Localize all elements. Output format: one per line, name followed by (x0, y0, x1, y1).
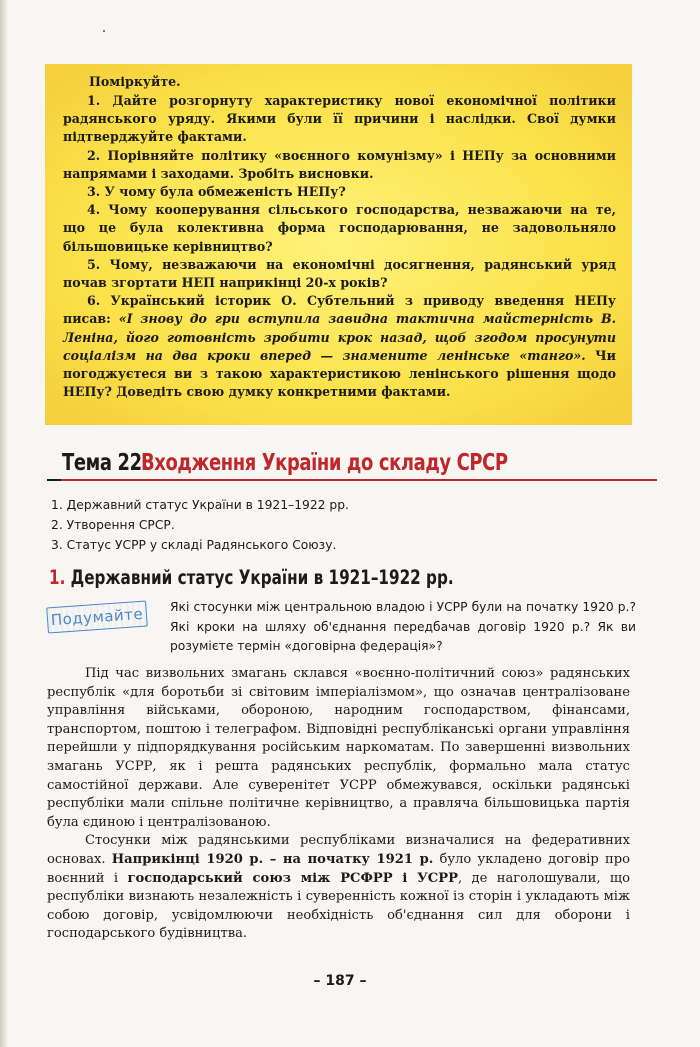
topic-label: Тема 22. (62, 450, 149, 476)
topic-plan (51, 495, 349, 555)
plan-item: 1. Державний статус України в 1921–1922 рр. (51, 498, 349, 512)
question-2: 2. Порівняйте політику «воєнного комунізму» і НЕПу за основними напрямами і заходами. Зробіть висновки. (63, 147, 616, 181)
body-p2-a: Стосунки між радянськими республіками визначалися на федеративних основах. (47, 833, 630, 867)
question-6 (63, 292, 616, 401)
plan-item: 3. Статус УСРР у складі Радянського Союзу. (51, 538, 337, 552)
topic-underline-accent (47, 479, 61, 481)
questions-title: Поміркуйте. (89, 74, 181, 89)
section-heading (49, 566, 454, 589)
think-text: Які стосунки між центральною владою і УСРР були на початку 1920 р.? Які кроки на шляху об'єднання передбачав договір 1920 р.? Як ви розумієте термін «договірна федерація»? (170, 600, 636, 653)
section-title: Державний статус України в 1921–1922 рр. (70, 566, 454, 589)
question-3: 3. У чому була обмеженість НЕПу? (87, 184, 346, 200)
scan-speck (103, 30, 105, 32)
plan-item: 2. Утворення СРСР. (51, 518, 175, 532)
question-5: 5. Чому, незважаючи на економічні досягнення, радянський уряд почав згортати НЕП наприкінці 20-х років? (63, 256, 616, 291)
topic-title: Входження України до складу СРСР (141, 450, 508, 476)
body-p2-bold-dates: Наприкінці 1920 р. – на початку 1921 р. (111, 851, 434, 867)
question-4: 4. Чому кооперування сільського господарства, незважаючи на те, що це була колективна форма господарювання, не задовольняло більшовицьке керівництво? (63, 202, 616, 254)
section-number: 1. (49, 566, 66, 589)
question-1: 1. Дайте розгорнуту характеристику нової економічної політики радянського уряду. Якими були її причини і наслідки. Свої думки підтверджуйте фактами. (63, 93, 616, 145)
questions-box (45, 64, 632, 425)
question-6-lead: 6. Український історик О. Субтельний з приводу введення НЕПу писав: (63, 293, 616, 327)
body-paragraph-2 (47, 832, 630, 944)
think-stamp-label: Подумайте (46, 601, 148, 634)
body-p2-b: було укладено договір про воєнний і (47, 851, 630, 886)
topic-underline (47, 479, 657, 481)
think-stamp (47, 604, 157, 634)
topic-heading (47, 450, 657, 484)
body-p2-c: , де наголошували, що республіки визнають незалежність і суверенність кожної із сторін і укладають між собою договір, усвідомлюючи необхідність об'єднання сил для оборони і господарського будівництва. (47, 870, 630, 942)
page-number: – 187 – (313, 973, 367, 989)
page-edge (0, 0, 8, 1047)
body-text (47, 665, 630, 944)
body-paragraph-1: Під час визвольних змагань склався «воєнно-політичний союз» радянських республік «для боротьби зі світовим імперіалізмом», що означав централізоване управління військами, обороною, народним господарством, фінансами, транспортом, поштою і телеграфом. Відповідні республіканські органи управління перейшли у підпорядкування російським наркоматам. По завершенні визвольних змагань УСРР, як і решта радянських республік, формально мала статус самостійної держави. Але суверенітет УСРР обмежувався, оскільки радянські республіки мали спільне політичне керівництво, а правляча більшовицька партія була єдиною і централізованою. (47, 666, 630, 830)
body-p2-bold-union: господарський союз між РСФРР і УСРР (127, 870, 458, 886)
question-6-tail: Чи погоджуєтеся ви з такою характеристикою ленінського рішення щодо НЕПу? Доведіть свою думку конкретними фактами. (63, 347, 616, 400)
question-6-quote: «І знову до гри вступила завидна тактична майстерність В. Леніна, його готовність зробити крок назад, щоб згодом просунути соціалізм на два кроки вперед — знамените ленінське «танго». (63, 311, 616, 363)
